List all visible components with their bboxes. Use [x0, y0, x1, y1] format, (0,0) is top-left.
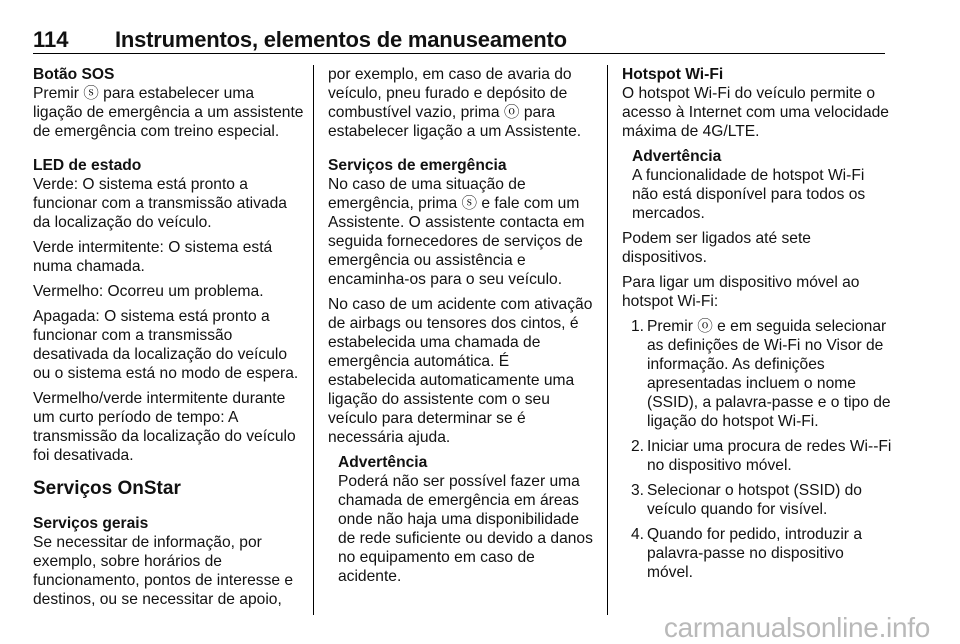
list-item: [622, 525, 894, 582]
step-text: Selecionar o hotspot (SSID) do veículo quando for visível.: [647, 482, 862, 518]
column-divider: [607, 65, 608, 615]
section-heading: Botão SOS: [33, 66, 115, 83]
list-item: [622, 437, 894, 475]
paragraph: Apagada: O sistema está pronto a funcionar com a transmissão desativada da localização do veículo ou o sistema está no modo de espera.: [33, 308, 299, 382]
column-right: [622, 65, 894, 588]
warning-text: Poderá não ser possível fazer uma chamada de emergência em áreas onde não haja uma disponibilidade de rede suficiente ou devido a danos no equipamento em caso de acidente.: [338, 473, 593, 585]
section-heading: LED de estado: [33, 157, 142, 174]
step-text: Premir ⓞ e em seguida selecionar as definições de Wi-Fi no Visor de informação. As definições apresentadas incluem o nome (SSID), a palavra-passe e o tipo de ligação do hotspot Wi-Fi.: [647, 318, 891, 430]
watermark: carmanualsonline.info: [663, 612, 930, 643]
page-number: 114: [33, 27, 69, 52]
warning-heading: Advertência: [338, 454, 428, 471]
paragraph: Vermelho/verde intermitente durante um curto período de tempo: A transmissão da localização do veículo foi desativada.: [33, 390, 296, 464]
paragraph: por exemplo, em caso de avaria do veículo, pneu furado e depósito de combustível vazio, prima ⓞ para estabelecer ligação a um Assistente.: [328, 66, 582, 140]
warning-heading: Advertência: [632, 148, 722, 165]
list-item: [622, 317, 894, 431]
section-heading: Serviços de emergência: [328, 157, 507, 174]
step-text: Quando for pedido, introduzir a palavra-passe no dispositivo móvel.: [647, 526, 862, 581]
paragraph: O hotspot Wi-Fi do veículo permite o acesso à Internet com uma velocidade máxima de 4G/LTE.: [622, 85, 889, 140]
step-text: Iniciar uma procura de redes Wi--Fi no dispositivo móvel.: [647, 438, 892, 474]
paragraph: No caso de uma situação de emergência, prima ⓢ e fale com um Assistente. O assistente contacta em seguida fornecedores de serviços de emergência ou assistência e encaminha-os para o seu veículo.: [328, 176, 585, 288]
page-header: [33, 27, 885, 54]
step-number: 1.: [631, 318, 645, 335]
page-title: Instrumentos, elementos de manuseamento: [115, 27, 567, 52]
step-number: 3.: [631, 482, 645, 499]
step-number: 4.: [631, 526, 645, 543]
paragraph: Vermelho: Ocorreu um problema.: [33, 283, 264, 300]
section-title: Serviços OnStar: [33, 478, 181, 499]
paragraph: Verde: O sistema está pronto a funcionar com a transmissão ativada da localização do veículo.: [33, 176, 287, 231]
section-heading: Serviços gerais: [33, 515, 149, 532]
column-divider: [313, 65, 314, 615]
paragraph: Para ligar um dispositivo móvel ao hotspot Wi-Fi:: [622, 274, 860, 310]
paragraph: No caso de um acidente com ativação de airbags ou tensores dos cintos, é estabelecida uma chamada de emergência automática. É estabelecida automaticamente uma ligação do assistente com o seu veículo para determinar se é necessária ajuda.: [328, 296, 593, 446]
paragraph: Verde intermitente: O sistema está numa chamada.: [33, 239, 273, 275]
paragraph: Podem ser ligados até sete dispositivos.: [622, 230, 811, 266]
steps-list: [622, 317, 894, 582]
column-left: [33, 65, 305, 615]
step-number: 2.: [631, 438, 645, 455]
warning-note: [328, 453, 600, 586]
list-item: [622, 481, 894, 519]
warning-text: A funcionalidade de hotspot Wi-Fi não está disponível para todos os mercados.: [632, 167, 866, 222]
column-middle: [328, 65, 600, 592]
warning-note: [622, 147, 894, 223]
section-heading: Hotspot Wi-Fi: [622, 66, 724, 83]
paragraph: Se necessitar de informação, por exemplo, sobre horários de funcionamento, pontos de interesse e destinos, ou se necessitar de apoio,: [33, 534, 294, 608]
paragraph: Premir ⓢ para estabelecer uma ligação de emergência a um assistente de emergência com treino especial.: [33, 85, 304, 140]
